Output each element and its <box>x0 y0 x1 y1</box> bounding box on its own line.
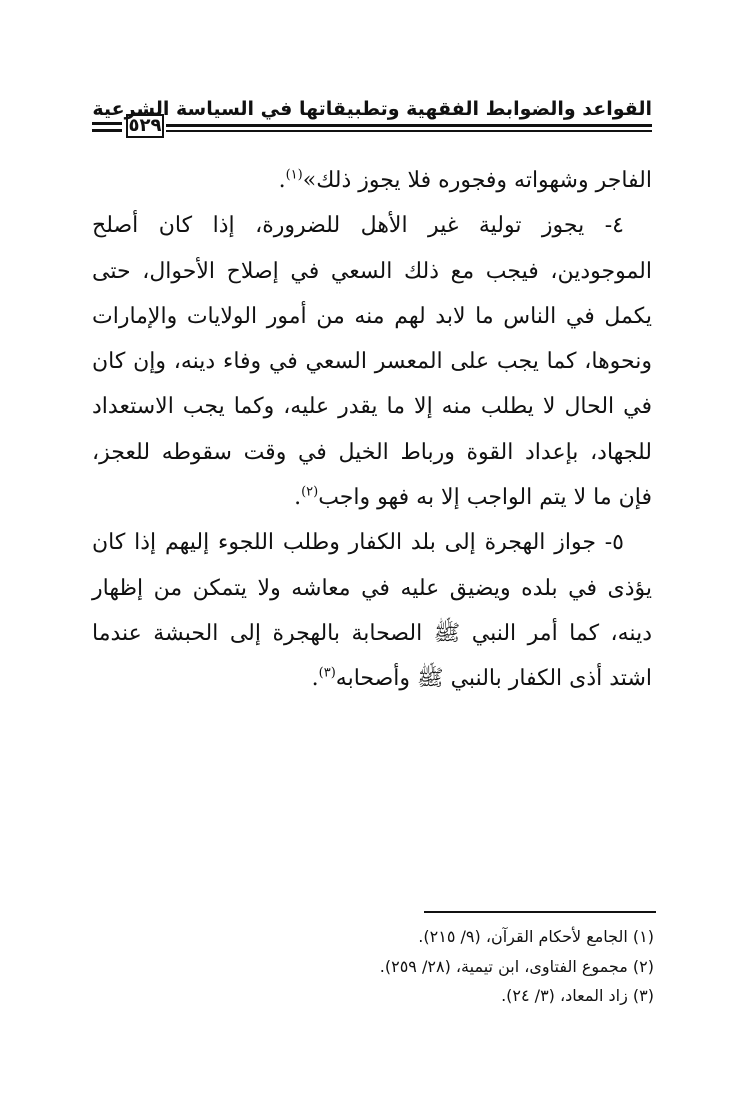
paragraph-text: ٥- جواز الهجرة إلى بلد الكفار وطلب اللجوء إليهم إذا كان يؤذى في بلده ويضيق عليه في معاشه ولا يتمكن من إظهار دينه، كما أمر النبي ﷺ الصحابة بالهجرة إلى الحبشة عندما اشتد أذى الكفار بالنبي ﷺ وأصحابه <box>92 530 652 692</box>
paragraph-2 <box>92 203 652 520</box>
paragraph-end: . <box>278 168 286 193</box>
paragraph-end: . <box>311 666 319 692</box>
footnote-ref-1: (١) <box>285 167 303 183</box>
footnote-2: (٢) مجموع الفتاوى، ابن تيمية، (٢٨/ ٢٥٩). <box>379 956 654 976</box>
header-rule-thick <box>166 124 652 127</box>
footnote-ref-2: (٢) <box>301 484 319 500</box>
header-rule-thin <box>166 130 652 132</box>
paragraph-text: ٤- يجوز تولية غير الأهل للضرورة، إذا كان أصلح الموجودين، فيجب مع ذلك السعي في إصلاح الأحوال، حتى يكمل في الناس ما لابد لهم منه من أمور الولايات والإمارات ونحوها، كما يجب على المعسر السعي في وفاء دينه، وإن كان في الحال لا يطلب منه إلا ما يقدر عليه، وكما يجب الاستعداد للجهاد، بإعداد القوة ورباط الخيل في وقت سقوطه للعجز، فإن ما لا يتم الواجب إلا به فهو واجب <box>92 213 652 511</box>
paragraph-text: الفاجر وشهواته وفجوره فلا يجوز ذلك» <box>302 168 652 193</box>
paragraph-1 <box>92 158 652 203</box>
footnote-separator <box>424 911 656 913</box>
page-header <box>92 92 652 142</box>
paragraph-end: . <box>294 485 302 511</box>
header-rule-left-top <box>92 122 122 125</box>
body-text <box>92 158 652 702</box>
running-title: القواعد والضوابط الفقهية وتطبيقاتها في السياسة الشرعية <box>92 98 652 120</box>
footnote-3: (٣) زاد المعاد، (٣/ ٢٤). <box>501 986 654 1005</box>
page-number: ٥٢٩ <box>126 114 164 138</box>
header-rule-left-bottom <box>92 129 122 132</box>
paragraph-3 <box>92 520 652 701</box>
footnotes <box>254 922 654 1011</box>
footnote-ref-3: (٣) <box>318 665 336 681</box>
footnote-1: (١) الجامع لأحكام القرآن، (٩/ ٢١٥). <box>418 927 654 946</box>
